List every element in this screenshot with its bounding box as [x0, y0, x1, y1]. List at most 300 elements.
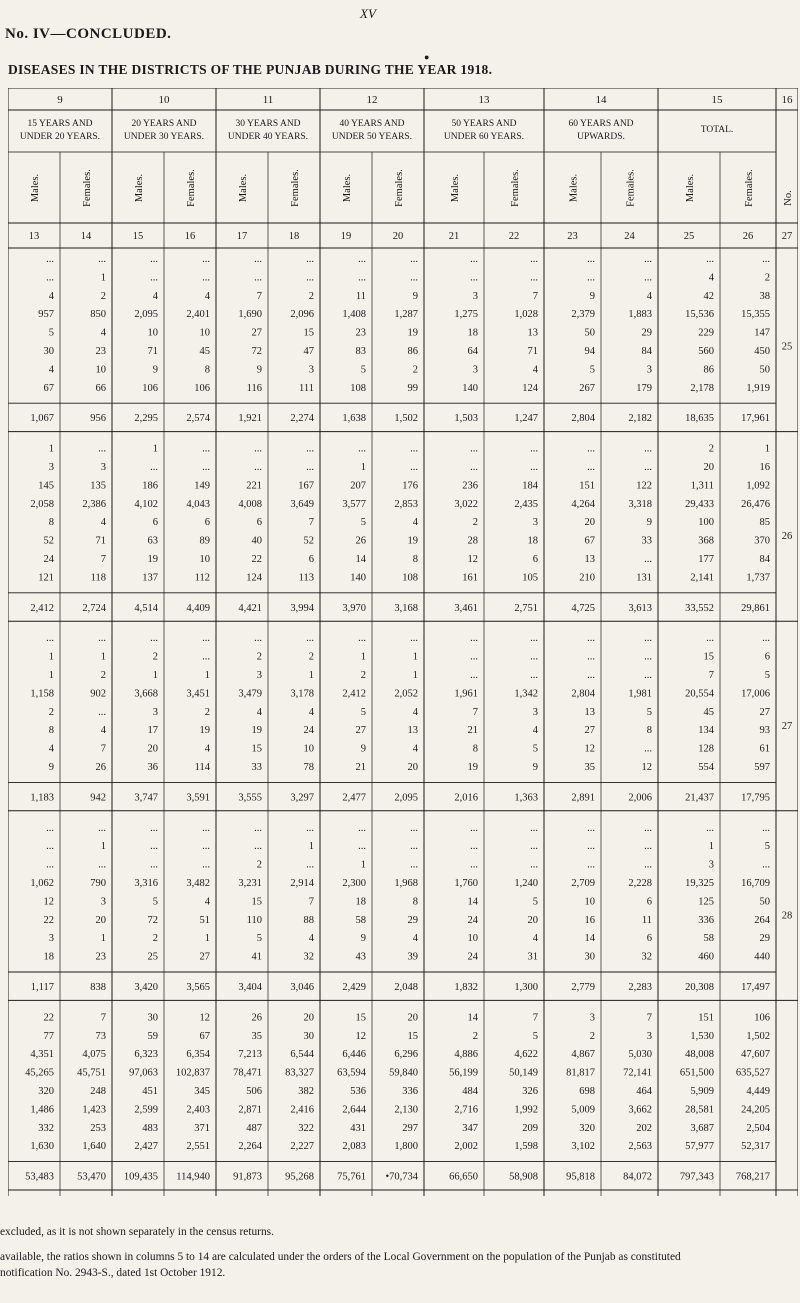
table-cell: 460 [698, 951, 714, 963]
section-total-cell: 2,804 [571, 413, 595, 425]
section-total-cell: 18,635 [685, 413, 714, 425]
table-cell: 2,228 [628, 878, 652, 889]
table-cell: 4 [256, 706, 262, 718]
table-cell: 4,008 [238, 498, 262, 510]
table-cell: 1,640 [82, 1141, 106, 1153]
table-cell: 19,325 [685, 878, 714, 889]
age-group-header: UNDER 60 YEARS. [443, 132, 525, 142]
table-cell: 20 [584, 517, 595, 529]
table-cell: 106 [142, 382, 158, 394]
table-cell: 8 [412, 896, 418, 908]
table-cell: 84 [759, 554, 770, 565]
table-cell: 1,287 [394, 309, 418, 321]
table-cell: 72 [251, 346, 262, 357]
table-cell: 7 [308, 517, 314, 529]
table-cell: 850 [90, 309, 106, 321]
table-cell: 9 [412, 290, 418, 302]
table-cell: 2,058 [30, 498, 54, 510]
table-cell: 7 [646, 1012, 652, 1024]
table-cell: 2,853 [394, 498, 418, 510]
age-group-header: 15 YEARS AND [27, 119, 93, 129]
table-cell: ... [644, 272, 652, 284]
table-cell: 20 [527, 914, 538, 926]
table-cell: 52,317 [741, 1141, 770, 1153]
table-cell: 30 [303, 1030, 314, 1042]
table-cell: ... [254, 633, 262, 645]
section-total-cell: 838 [90, 982, 106, 993]
section-total-cell: 17,497 [741, 982, 770, 993]
table-cell: 7 [708, 670, 714, 681]
table-cell: 1,598 [514, 1141, 538, 1153]
table-cell: 5 [589, 364, 595, 376]
table-cell: 1,158 [30, 688, 54, 700]
table-cell: 957 [38, 309, 54, 321]
table-cell: 7 [100, 743, 106, 755]
table-cell: 635,527 [735, 1067, 770, 1079]
table-cell: 41 [251, 951, 262, 963]
table-cell: 7 [532, 1012, 538, 1024]
sub-column-number: 16 [184, 231, 196, 242]
table-cell: 77 [43, 1030, 54, 1042]
table-cell: ... [254, 254, 262, 265]
section-number: 25 [781, 341, 793, 353]
table-cell: 20 [407, 762, 418, 773]
table-cell: ... [587, 443, 595, 455]
table-cell: ... [644, 554, 652, 565]
table-cell: 56,199 [449, 1067, 478, 1079]
section-total-cell: 20,308 [685, 982, 714, 993]
table-cell: ... [202, 651, 210, 663]
table-cell: 1,408 [342, 309, 366, 321]
table-cell: 7 [100, 1012, 106, 1024]
table-cell: 2 [48, 706, 54, 718]
table-cell: 21 [467, 725, 478, 737]
table-cell: 4 [204, 290, 210, 302]
table-cell: 4 [308, 933, 314, 945]
table-cell: ... [470, 841, 478, 853]
table-cell: 93 [759, 725, 770, 737]
section-total-cell: 4,421 [238, 602, 262, 614]
section-total-cell: 3,461 [454, 602, 478, 614]
table-cell: 2,227 [290, 1141, 314, 1153]
table-cell: 20,554 [685, 688, 714, 700]
footnote-notification: notification No. 2943-S., dated 1st October 1912. [0, 1267, 226, 1279]
table-cell: 5 [360, 517, 366, 529]
table-cell: ... [358, 633, 366, 645]
table-cell: 15 [251, 896, 262, 908]
sub-column-number: 18 [288, 231, 300, 242]
grand-total-cell: 768,217 [735, 1171, 770, 1183]
table-cell: 1 [152, 443, 158, 455]
table-cell: 9 [646, 517, 652, 529]
table-cell: 20 [407, 1012, 418, 1024]
table-cell: 8 [204, 364, 210, 376]
table-cell: 6 [764, 651, 770, 663]
table-cell: 7 [308, 896, 314, 908]
table-cell: ... [587, 254, 595, 265]
table-cell: 7,213 [238, 1049, 262, 1061]
table-cell: 111 [299, 382, 314, 394]
table-cell: 78,471 [233, 1067, 262, 1079]
table-cell: ... [98, 822, 106, 834]
table-cell: 2,871 [238, 1104, 262, 1116]
table-cell: ... [358, 272, 366, 284]
table-cell: ... [762, 254, 770, 265]
table-cell: 431 [350, 1122, 366, 1134]
table-cell: 121 [38, 572, 54, 584]
table-cell: ... [306, 462, 314, 473]
section-total-cell: 2,574 [186, 413, 210, 425]
section-total-cell: 2,477 [342, 792, 366, 804]
table-cell: ... [150, 272, 158, 284]
grand-total-cell: 84,072 [623, 1171, 652, 1183]
column-number: 9 [57, 94, 63, 106]
table-cell: 4,449 [746, 1086, 770, 1097]
table-cell: 106 [194, 382, 210, 394]
table-cell: 6,323 [134, 1049, 158, 1061]
table-cell: 108 [402, 572, 418, 584]
table-cell: 67 [199, 1030, 210, 1042]
column-number: 11 [262, 94, 274, 106]
table-cell: 45,265 [25, 1067, 54, 1079]
females-header: Females. [82, 169, 93, 207]
table-cell: 2,052 [394, 688, 418, 700]
table-cell: 2 [256, 651, 262, 663]
table-cell: 8 [646, 725, 652, 737]
table-cell: 4 [100, 327, 106, 339]
table-cell: 1,883 [628, 309, 652, 321]
table-cell: ... [530, 462, 538, 473]
table-cell: 2,416 [290, 1104, 314, 1116]
table-cell: 4,351 [30, 1049, 54, 1061]
section-total-cell: 3,404 [238, 982, 262, 993]
section-total-cell: 2,095 [394, 792, 418, 804]
table-cell: ... [530, 633, 538, 645]
table-cell: 2 [152, 651, 158, 663]
section-total-cell: 2,751 [514, 602, 538, 614]
table-cell: 8 [48, 517, 54, 529]
table-cell: 18 [43, 951, 54, 963]
table-cell: 35 [251, 1030, 262, 1042]
table-cell: 167 [298, 480, 314, 492]
table-cell: ... [410, 841, 418, 853]
section-total-cell: 2,006 [628, 792, 652, 804]
table-cell: 11 [641, 914, 652, 926]
table-cell: 2,141 [690, 572, 714, 584]
table-cell: 2 [308, 290, 314, 302]
table-cell: 1,961 [454, 688, 478, 700]
table-cell: 5 [532, 743, 538, 755]
table-cell: 26 [355, 535, 366, 547]
table-cell: 10 [584, 896, 595, 908]
table-cell: 10 [147, 327, 158, 339]
table-cell: 6 [256, 517, 262, 529]
table-cell: ... [410, 633, 418, 645]
table-cell: 1 [100, 841, 106, 853]
table-cell: 9 [532, 762, 538, 773]
table-cell: 1 [152, 670, 158, 681]
table-cell: 236 [462, 480, 478, 492]
table-cell: 71 [527, 346, 538, 357]
table-cell: 506 [246, 1086, 262, 1097]
table-cell: 19 [407, 535, 418, 547]
table-cell: 66 [95, 382, 106, 394]
table-cell: 902 [90, 688, 106, 700]
section-total-cell: 2,182 [628, 413, 652, 425]
table-cell: 85 [759, 517, 770, 529]
table-cell: 332 [38, 1122, 54, 1134]
table-cell: 368 [698, 535, 714, 547]
table-cell: 108 [350, 382, 366, 394]
table-cell: ... [644, 841, 652, 853]
table-cell: 40 [251, 535, 262, 547]
table-cell: 8 [48, 725, 54, 737]
table-cell: 4 [308, 706, 314, 718]
table-cell: 2 [256, 859, 262, 871]
section-total-cell: 1,117 [30, 982, 54, 993]
section-total-cell: 3,297 [290, 792, 314, 804]
table-cell: 2 [100, 670, 106, 681]
table-cell: 67 [584, 535, 595, 547]
table-cell: 2,412 [342, 688, 366, 700]
section-total-cell: 2,891 [571, 792, 595, 804]
table-cell: 371 [194, 1122, 210, 1134]
females-header: Females. [510, 169, 521, 207]
table-cell: 336 [402, 1086, 418, 1097]
table-cell: 24 [43, 554, 54, 565]
table-cell: ... [530, 254, 538, 265]
age-group-header: UNDER 30 YEARS. [123, 132, 205, 142]
females-header: Females. [625, 169, 637, 207]
table-cell: ... [98, 859, 106, 871]
table-cell: 14 [467, 1012, 478, 1024]
table-cell: 45,751 [77, 1067, 106, 1079]
table-cell: 2 [308, 651, 314, 663]
table-cell: 72,141 [623, 1067, 652, 1079]
table-cell: ... [587, 859, 595, 871]
table-cell: 15,536 [685, 309, 714, 321]
table-cell: ... [530, 670, 538, 681]
table-cell: 4 [100, 517, 106, 529]
table-cell: ... [202, 254, 210, 265]
column-number: 10 [158, 94, 170, 106]
table-cell: 6 [204, 517, 210, 529]
table-cell: 24 [467, 951, 478, 963]
table-cell: ... [762, 859, 770, 871]
table-cell: 3,668 [134, 688, 158, 700]
table-cell: 4 [646, 290, 652, 302]
table-cell: 2 [472, 517, 478, 529]
table-cell: ... [306, 254, 314, 265]
table-cell: 102,837 [175, 1067, 210, 1079]
table-cell: 3 [48, 462, 54, 473]
table-cell: 105 [522, 572, 538, 584]
section-total-cell: 1,247 [514, 413, 538, 425]
table-cell: 1 [360, 651, 366, 663]
table-cell: 1 [412, 670, 418, 681]
table-cell: ... [202, 633, 210, 645]
section-total-cell: 956 [90, 413, 106, 425]
table-cell: 5,009 [571, 1104, 595, 1116]
column-number: 14 [595, 94, 607, 106]
table-cell: 2 [100, 290, 106, 302]
table-cell: ... [644, 670, 652, 681]
table-cell: ... [358, 254, 366, 265]
age-group-header: UNDER 40 YEARS. [227, 132, 309, 142]
table-cell: 10 [467, 933, 478, 945]
section-total-cell: 3,994 [290, 602, 314, 614]
table-cell: 3 [152, 706, 158, 718]
section-total-cell: 3,747 [134, 792, 158, 804]
table-cell: 4 [412, 743, 418, 755]
table-cell: 161 [462, 572, 478, 584]
grand-total-cell: 66,650 [449, 1171, 478, 1183]
table-cell: 14 [355, 554, 366, 565]
table-cell: 15 [703, 651, 714, 663]
table-cell: 560 [698, 346, 714, 357]
table-cell: 1,275 [454, 309, 478, 321]
table-cell: ... [46, 859, 54, 871]
table-cell: 2,804 [571, 688, 595, 700]
table-cell: 140 [462, 382, 478, 394]
table-cell: 17 [147, 725, 158, 737]
section-total-cell: 3,046 [290, 982, 314, 993]
section-number: 26 [781, 531, 793, 543]
table-cell: ... [306, 443, 314, 455]
table-cell: 106 [754, 1012, 770, 1024]
table-cell: 1,737 [746, 572, 770, 584]
table-cell: 89 [199, 535, 210, 547]
table-cell: 3 [48, 933, 54, 945]
table-cell: 3,102 [571, 1141, 595, 1153]
table-cell: ... [150, 859, 158, 871]
table-cell: 487 [246, 1122, 262, 1134]
table-cell: 30 [584, 951, 595, 963]
table-cell: ... [358, 841, 366, 853]
table-cell: 4 [48, 743, 54, 755]
females-header: Females. [744, 169, 755, 207]
sub-column-number: 17 [236, 231, 248, 242]
table-cell: 29,433 [685, 498, 714, 510]
table-cell: 10 [199, 327, 210, 339]
table-cell: ... [470, 254, 478, 265]
table-cell: 7 [532, 290, 538, 302]
table-cell: 1 [708, 841, 714, 853]
table-cell: 3,662 [628, 1104, 652, 1116]
table-cell: 27 [759, 706, 770, 718]
table-cell: 86 [703, 364, 714, 376]
table-cell: 19 [467, 762, 478, 773]
table-cell: 73 [95, 1030, 106, 1042]
table-cell: 50,149 [509, 1067, 538, 1079]
section-total-cell: 3,591 [186, 792, 210, 804]
table-cell: 2,599 [134, 1104, 158, 1116]
table-cell: 2,083 [342, 1141, 366, 1153]
table-cell: 23 [355, 327, 366, 339]
table-cell: 122 [636, 480, 652, 492]
table-cell: 3 [100, 896, 106, 908]
table-cell: ... [762, 822, 770, 834]
table-cell: 32 [641, 951, 652, 963]
table-cell: 186 [142, 480, 158, 492]
table-cell: 4 [152, 290, 158, 302]
table-cell: 4 [412, 933, 418, 945]
table-cell: 3 [256, 670, 262, 681]
footnote-available: available, the ratios shown in columns 5 to 14 are calculated under the orders of the Local Government on the population of the Punjab as constituted [0, 1251, 681, 1263]
table-cell: 19 [251, 725, 262, 737]
table-cell: 202 [636, 1122, 652, 1134]
table-cell: 23 [95, 951, 106, 963]
table-cell: ... [202, 859, 210, 871]
table-cell: 451 [142, 1086, 158, 1097]
table-cell: 5 [532, 896, 538, 908]
table-cell: 10 [199, 554, 210, 565]
table-cell: ... [470, 272, 478, 284]
table-cell: 4,102 [134, 498, 158, 510]
table-cell: ... [98, 706, 106, 718]
sub-column-number: 19 [340, 231, 352, 242]
table-cell: 1 [360, 462, 366, 473]
table-cell: 134 [698, 725, 714, 737]
table-cell: 9 [360, 933, 366, 945]
table-cell: 1,502 [746, 1030, 770, 1042]
table-cell: ... [410, 462, 418, 473]
table-cell: 2,563 [628, 1141, 652, 1153]
table-cell: 336 [698, 914, 714, 926]
table-cell: 6,296 [394, 1049, 418, 1061]
table-cell: ... [98, 633, 106, 645]
section-total-cell: 3,970 [342, 602, 366, 614]
table-cell: ... [644, 254, 652, 265]
table-cell: ... [150, 633, 158, 645]
sub-column-number: 26 [742, 231, 754, 242]
section-total-cell: 1,067 [30, 413, 54, 425]
table-cell: 19 [147, 554, 158, 565]
table-cell: 36 [147, 762, 158, 773]
sub-column-number: 14 [80, 231, 92, 242]
disease-statistics-table [8, 88, 798, 1196]
table-cell: ... [202, 841, 210, 853]
section-total-cell: 1,363 [514, 792, 538, 804]
table-cell: ... [202, 443, 210, 455]
age-group-header: 20 YEARS AND [131, 119, 197, 129]
table-cell: 83,327 [285, 1067, 314, 1079]
table-cell: ... [46, 254, 54, 265]
table-cell: 554 [698, 762, 714, 773]
table-cell: ... [644, 462, 652, 473]
males-header: Males. [30, 173, 41, 203]
table-cell: 4,264 [571, 498, 595, 510]
table-cell: 440 [754, 951, 770, 963]
table-cell: 3,482 [186, 878, 210, 889]
table-cell: 4 [532, 725, 538, 737]
table-cell: 4 [708, 272, 714, 284]
table-cell: ... [358, 822, 366, 834]
table-cell: 5 [532, 1030, 538, 1042]
table-cell: 370 [754, 535, 770, 547]
table-cell: 2,178 [690, 382, 714, 394]
table-cell: 3,316 [134, 878, 158, 889]
table-cell: 17,006 [741, 688, 770, 700]
table-cell: ... [358, 443, 366, 455]
table-cell: 59,840 [389, 1067, 418, 1079]
table-cell: 9 [589, 290, 595, 302]
table-cell: 99 [407, 382, 418, 394]
table-cell: 38 [759, 290, 770, 302]
section-number: 27 [781, 720, 793, 732]
females-header: Females. [394, 169, 405, 207]
table-cell: 4 [48, 290, 54, 302]
